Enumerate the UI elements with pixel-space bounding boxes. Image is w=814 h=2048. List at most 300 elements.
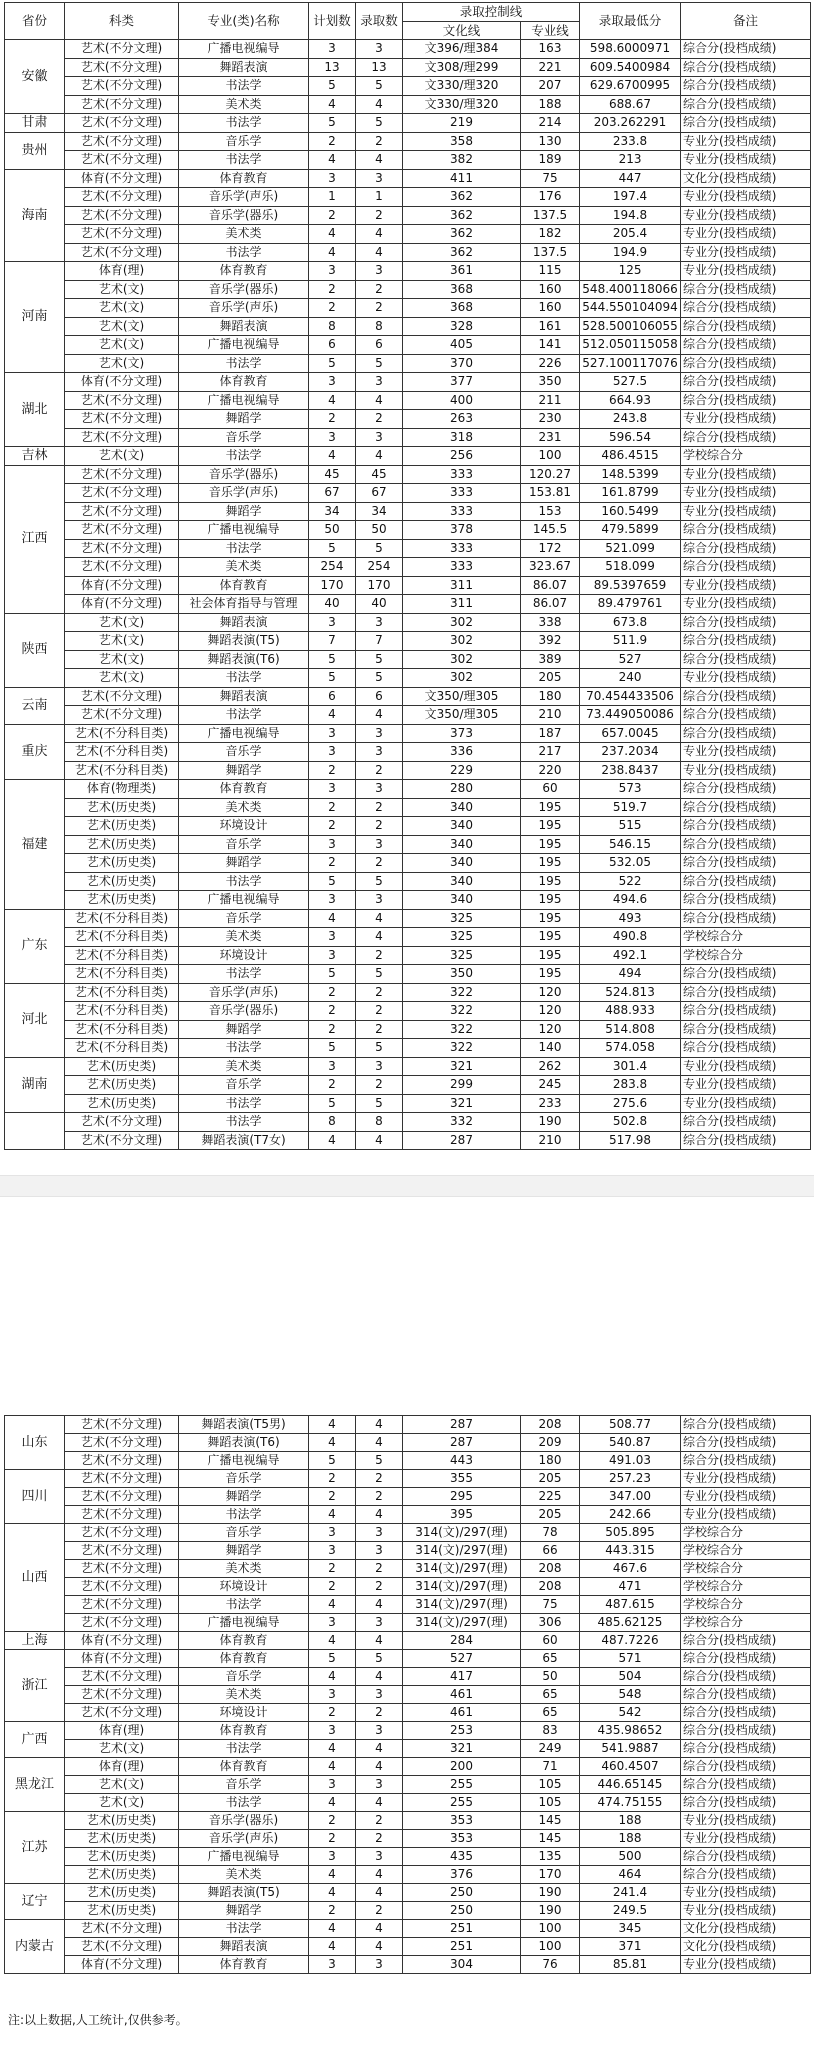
pro-line-cell: 245 <box>521 1076 580 1095</box>
category-cell: 艺术(历史类) <box>65 872 179 891</box>
plan-count-cell: 2 <box>309 1830 356 1848</box>
plan-count-cell: 2 <box>309 410 356 429</box>
pro-line-cell: 195 <box>521 798 580 817</box>
admitted-count-cell: 170 <box>356 576 403 595</box>
note-cell: 学校综合分 <box>681 1614 811 1632</box>
culture-line-cell: 325 <box>403 909 521 928</box>
culture-line-cell: 370 <box>403 354 521 373</box>
admitted-count-cell: 2 <box>356 206 403 225</box>
min-score-cell: 486.4515 <box>580 447 681 466</box>
pro-line-cell: 182 <box>521 225 580 244</box>
table-row <box>5 1668 811 1686</box>
note-cell: 专业分(投档成绩) <box>681 761 811 780</box>
major-cell: 音乐学(声乐) <box>179 484 309 503</box>
min-score-cell: 542 <box>580 1704 681 1722</box>
admitted-count-cell: 5 <box>356 1650 403 1668</box>
category-cell: 艺术(历史类) <box>65 1812 179 1830</box>
min-score-cell: 492.1 <box>580 946 681 965</box>
pro-line-cell: 220 <box>521 761 580 780</box>
culture-line-cell: 200 <box>403 1758 521 1776</box>
major-cell: 舞蹈学 <box>179 1020 309 1039</box>
category-cell: 艺术(文) <box>65 447 179 466</box>
pro-line-cell: 86.07 <box>521 576 580 595</box>
category-cell: 艺术(不分文理) <box>65 1434 179 1452</box>
pro-line-cell: 207 <box>521 77 580 96</box>
pro-line-cell: 137.5 <box>521 243 580 262</box>
category-cell: 艺术(不分文理) <box>65 465 179 484</box>
min-score-cell: 487.7226 <box>580 1632 681 1650</box>
note-cell: 综合分(投档成绩) <box>681 77 811 96</box>
category-cell: 艺术(历史类) <box>65 1902 179 1920</box>
culture-line-cell: 461 <box>403 1686 521 1704</box>
province-cell: 江西 <box>5 465 65 613</box>
pro-line-cell: 161 <box>521 317 580 336</box>
major-cell: 体育教育 <box>179 780 309 799</box>
table-row <box>5 928 811 947</box>
category-cell: 艺术(不分文理) <box>65 484 179 503</box>
table-row <box>5 909 811 928</box>
province-cell: 四川 <box>5 1470 65 1524</box>
min-score-cell: 532.05 <box>580 854 681 873</box>
plan-count-cell: 4 <box>309 1938 356 1956</box>
note-cell: 综合分(投档成绩) <box>681 1452 811 1470</box>
admitted-count-cell: 7 <box>356 632 403 651</box>
culture-line-cell: 322 <box>403 1002 521 1021</box>
min-score-cell: 242.66 <box>580 1506 681 1524</box>
table-row <box>5 835 811 854</box>
min-score-cell: 609.5400984 <box>580 58 681 77</box>
note-cell: 综合分(投档成绩) <box>681 1002 811 1021</box>
note-cell: 学校综合分 <box>681 1542 811 1560</box>
culture-line-cell: 文330/理320 <box>403 77 521 96</box>
header-note: 备注 <box>681 3 811 40</box>
culture-line-cell: 362 <box>403 188 521 207</box>
note-cell: 专业分(投档成绩) <box>681 595 811 614</box>
table-row <box>5 502 811 521</box>
note-cell: 综合分(投档成绩) <box>681 854 811 873</box>
note-cell: 学校综合分 <box>681 1560 811 1578</box>
category-cell: 艺术(不分文理) <box>65 521 179 540</box>
pro-line-cell: 208 <box>521 1578 580 1596</box>
category-cell: 艺术(不分文理) <box>65 1542 179 1560</box>
culture-line-cell: 文396/理384 <box>403 40 521 59</box>
note-cell: 学校综合分 <box>681 946 811 965</box>
culture-line-cell: 368 <box>403 280 521 299</box>
culture-line-cell: 284 <box>403 1632 521 1650</box>
note-cell: 专业分(投档成绩) <box>681 1812 811 1830</box>
province-cell: 河南 <box>5 262 65 373</box>
culture-line-cell: 358 <box>403 132 521 151</box>
category-cell: 艺术(历史类) <box>65 1057 179 1076</box>
plan-count-cell: 5 <box>309 669 356 688</box>
plan-count-cell: 2 <box>309 1002 356 1021</box>
table-row <box>5 946 811 965</box>
table-row <box>5 1560 811 1578</box>
min-score-cell: 629.6700995 <box>580 77 681 96</box>
pro-line-cell: 205 <box>521 1470 580 1488</box>
note-cell: 专业分(投档成绩) <box>681 262 811 281</box>
min-score-cell: 518.099 <box>580 558 681 577</box>
admitted-count-cell: 5 <box>356 1039 403 1058</box>
admitted-count-cell: 2 <box>356 761 403 780</box>
min-score-cell: 521.099 <box>580 539 681 558</box>
note-cell: 综合分(投档成绩) <box>681 1039 811 1058</box>
plan-count-cell: 2 <box>309 1470 356 1488</box>
admitted-count-cell: 8 <box>356 1113 403 1132</box>
note-cell: 综合分(投档成绩) <box>681 1686 811 1704</box>
major-cell: 美术类 <box>179 928 309 947</box>
category-cell: 艺术(不分文理) <box>65 558 179 577</box>
major-cell: 音乐学 <box>179 132 309 151</box>
min-score-cell: 347.00 <box>580 1488 681 1506</box>
major-cell: 舞蹈表演(T7女) <box>179 1131 309 1150</box>
table-header-row <box>5 3 811 22</box>
min-score-cell: 544.550104094 <box>580 299 681 318</box>
major-cell: 书法学 <box>179 243 309 262</box>
table-row <box>5 817 811 836</box>
major-cell: 书法学 <box>179 706 309 725</box>
min-score-cell: 275.6 <box>580 1094 681 1113</box>
admitted-count-cell: 2 <box>356 1020 403 1039</box>
major-cell: 音乐学(声乐) <box>179 299 309 318</box>
culture-line-cell: 263 <box>403 410 521 429</box>
culture-line-cell: 251 <box>403 1920 521 1938</box>
table-row <box>5 262 811 281</box>
admitted-count-cell: 6 <box>356 336 403 355</box>
major-cell: 音乐学(声乐) <box>179 188 309 207</box>
note-cell: 专业分(投档成绩) <box>681 743 811 762</box>
plan-count-cell: 2 <box>309 132 356 151</box>
admitted-count-cell: 2 <box>356 410 403 429</box>
major-cell: 美术类 <box>179 558 309 577</box>
note-cell: 综合分(投档成绩) <box>681 835 811 854</box>
major-cell: 音乐学(声乐) <box>179 983 309 1002</box>
note-cell: 专业分(投档成绩) <box>681 502 811 521</box>
pro-line-cell: 195 <box>521 909 580 928</box>
major-cell: 音乐学 <box>179 909 309 928</box>
category-cell: 艺术(不分文理) <box>65 539 179 558</box>
category-cell: 艺术(历史类) <box>65 835 179 854</box>
pro-line-cell: 392 <box>521 632 580 651</box>
note-cell: 综合分(投档成绩) <box>681 1704 811 1722</box>
culture-line-cell: 400 <box>403 391 521 410</box>
note-cell: 综合分(投档成绩) <box>681 650 811 669</box>
major-cell: 广播电视编导 <box>179 891 309 910</box>
table-row <box>5 354 811 373</box>
plan-count-cell: 3 <box>309 724 356 743</box>
culture-line-cell: 302 <box>403 650 521 669</box>
pro-line-cell: 231 <box>521 428 580 447</box>
major-cell: 音乐学 <box>179 1776 309 1794</box>
culture-line-cell: 287 <box>403 1131 521 1150</box>
plan-count-cell: 4 <box>309 151 356 170</box>
category-cell: 艺术(历史类) <box>65 1076 179 1095</box>
table-row <box>5 1848 811 1866</box>
table-row <box>5 983 811 1002</box>
note-cell: 综合分(投档成绩) <box>681 780 811 799</box>
major-cell: 舞蹈表演 <box>179 317 309 336</box>
table-row <box>5 1884 811 1902</box>
culture-line-cell: 299 <box>403 1076 521 1095</box>
table-row <box>5 669 811 688</box>
category-cell: 体育(不分文理) <box>65 373 179 392</box>
table-row <box>5 373 811 392</box>
major-cell: 舞蹈表演(T5) <box>179 1884 309 1902</box>
major-cell: 广播电视编导 <box>179 40 309 59</box>
table-row <box>5 1094 811 1113</box>
plan-count-cell: 3 <box>309 780 356 799</box>
category-cell: 艺术(文) <box>65 613 179 632</box>
category-cell: 艺术(历史类) <box>65 817 179 836</box>
table-row <box>5 243 811 262</box>
admitted-count-cell: 4 <box>356 1758 403 1776</box>
plan-count-cell: 5 <box>309 354 356 373</box>
note-cell: 综合分(投档成绩) <box>681 373 811 392</box>
category-cell: 艺术(不分文理) <box>65 77 179 96</box>
category-cell: 艺术(不分文理) <box>65 225 179 244</box>
plan-count-cell: 5 <box>309 1452 356 1470</box>
admitted-count-cell: 2 <box>356 1578 403 1596</box>
table-row <box>5 595 811 614</box>
province-cell: 重庆 <box>5 724 65 780</box>
plan-count-cell: 4 <box>309 243 356 262</box>
admitted-count-cell: 3 <box>356 1614 403 1632</box>
min-score-cell: 301.4 <box>580 1057 681 1076</box>
note-cell: 专业分(投档成绩) <box>681 1830 811 1848</box>
category-cell: 体育(不分文理) <box>65 576 179 595</box>
table-row <box>5 225 811 244</box>
major-cell: 书法学 <box>179 1740 309 1758</box>
category-cell: 艺术(不分科目类) <box>65 1020 179 1039</box>
min-score-cell: 524.813 <box>580 983 681 1002</box>
plan-count-cell: 6 <box>309 687 356 706</box>
pro-line-cell: 323.67 <box>521 558 580 577</box>
plan-count-cell: 2 <box>309 983 356 1002</box>
table-row <box>5 1704 811 1722</box>
culture-line-cell: 376 <box>403 1866 521 1884</box>
note-cell: 综合分(投档成绩) <box>681 428 811 447</box>
admitted-count-cell: 4 <box>356 706 403 725</box>
category-cell: 艺术(历史类) <box>65 1866 179 1884</box>
plan-count-cell: 254 <box>309 558 356 577</box>
culture-line-cell: 321 <box>403 1094 521 1113</box>
header-category: 科类 <box>65 3 179 40</box>
pro-line-cell: 71 <box>521 1758 580 1776</box>
major-cell: 广播电视编导 <box>179 1452 309 1470</box>
note-cell: 文化分(投档成绩) <box>681 169 811 188</box>
pro-line-cell: 115 <box>521 262 580 281</box>
culture-line-cell: 328 <box>403 317 521 336</box>
admitted-count-cell: 5 <box>356 114 403 133</box>
admitted-count-cell: 4 <box>356 1740 403 1758</box>
note-cell: 专业分(投档成绩) <box>681 1076 811 1095</box>
category-cell: 艺术(不分文理) <box>65 1704 179 1722</box>
plan-count-cell: 4 <box>309 1794 356 1812</box>
plan-count-cell: 3 <box>309 1524 356 1542</box>
min-score-cell: 243.8 <box>580 410 681 429</box>
category-cell: 艺术(不分文理) <box>65 1668 179 1686</box>
major-cell: 书法学 <box>179 1039 309 1058</box>
category-cell: 艺术(不分文理) <box>65 706 179 725</box>
major-cell: 音乐学(器乐) <box>179 1812 309 1830</box>
admitted-count-cell: 2 <box>356 798 403 817</box>
min-score-cell: 249.5 <box>580 1902 681 1920</box>
plan-count-cell: 170 <box>309 576 356 595</box>
culture-line-cell: 文330/理320 <box>403 95 521 114</box>
culture-line-cell: 255 <box>403 1794 521 1812</box>
min-score-cell: 673.8 <box>580 613 681 632</box>
plan-count-cell: 3 <box>309 1614 356 1632</box>
pro-line-cell: 120 <box>521 1002 580 1021</box>
min-score-cell: 541.9887 <box>580 1740 681 1758</box>
pro-line-cell: 50 <box>521 1668 580 1686</box>
admitted-count-cell: 2 <box>356 817 403 836</box>
culture-line-cell: 362 <box>403 206 521 225</box>
major-cell: 音乐学 <box>179 1076 309 1095</box>
plan-count-cell: 4 <box>309 706 356 725</box>
plan-count-cell: 5 <box>309 114 356 133</box>
province-cell: 内蒙古 <box>5 1920 65 1974</box>
pro-line-cell: 86.07 <box>521 595 580 614</box>
plan-count-cell: 3 <box>309 1776 356 1794</box>
admitted-count-cell: 3 <box>356 780 403 799</box>
major-cell: 书法学 <box>179 965 309 984</box>
min-score-cell: 238.8437 <box>580 761 681 780</box>
note-cell: 专业分(投档成绩) <box>681 188 811 207</box>
min-score-cell: 688.67 <box>580 95 681 114</box>
major-cell: 书法学 <box>179 114 309 133</box>
note-cell: 综合分(投档成绩) <box>681 1650 811 1668</box>
note-cell: 综合分(投档成绩) <box>681 1740 811 1758</box>
table-row <box>5 428 811 447</box>
pro-line-cell: 210 <box>521 706 580 725</box>
pro-line-cell: 66 <box>521 1542 580 1560</box>
min-score-cell: 493 <box>580 909 681 928</box>
note-cell: 综合分(投档成绩) <box>681 724 811 743</box>
pro-line-cell: 176 <box>521 188 580 207</box>
category-cell: 艺术(不分文理) <box>65 1506 179 1524</box>
major-cell: 舞蹈学 <box>179 1488 309 1506</box>
major-cell: 环境设计 <box>179 817 309 836</box>
culture-line-cell: 417 <box>403 1668 521 1686</box>
province-cell: 陕西 <box>5 613 65 687</box>
table-row <box>5 1812 811 1830</box>
table-row <box>5 1470 811 1488</box>
header-pro-line: 专业线 <box>521 21 580 40</box>
table-row <box>5 206 811 225</box>
min-score-cell: 435.98652 <box>580 1722 681 1740</box>
pro-line-cell: 195 <box>521 872 580 891</box>
note-cell: 综合分(投档成绩) <box>681 1416 811 1434</box>
admitted-count-cell: 4 <box>356 1131 403 1150</box>
note-cell: 综合分(投档成绩) <box>681 539 811 558</box>
category-cell: 艺术(历史类) <box>65 1848 179 1866</box>
province-cell: 黑龙江 <box>5 1758 65 1812</box>
table-row <box>5 1578 811 1596</box>
admitted-count-cell: 4 <box>356 1632 403 1650</box>
table-row <box>5 724 811 743</box>
plan-count-cell: 5 <box>309 650 356 669</box>
admitted-count-cell: 4 <box>356 1416 403 1434</box>
culture-line-cell: 318 <box>403 428 521 447</box>
culture-line-cell: 311 <box>403 576 521 595</box>
table-row <box>5 1866 811 1884</box>
min-score-cell: 197.4 <box>580 188 681 207</box>
plan-count-cell: 5 <box>309 1039 356 1058</box>
plan-count-cell: 2 <box>309 1812 356 1830</box>
pro-line-cell: 65 <box>521 1650 580 1668</box>
major-cell: 音乐学(器乐) <box>179 280 309 299</box>
note-cell: 综合分(投档成绩) <box>681 1794 811 1812</box>
category-cell: 艺术(不分文理) <box>65 1452 179 1470</box>
major-cell: 舞蹈表演(T5) <box>179 632 309 651</box>
plan-count-cell: 3 <box>309 40 356 59</box>
category-cell: 艺术(不分科目类) <box>65 946 179 965</box>
admitted-count-cell: 2 <box>356 132 403 151</box>
pro-line-cell: 141 <box>521 336 580 355</box>
category-cell: 艺术(文) <box>65 336 179 355</box>
plan-count-cell: 40 <box>309 595 356 614</box>
plan-count-cell: 4 <box>309 1758 356 1776</box>
pro-line-cell: 225 <box>521 1488 580 1506</box>
page-separator <box>0 1175 814 1197</box>
min-score-cell: 371 <box>580 1938 681 1956</box>
category-cell: 艺术(不分文理) <box>65 206 179 225</box>
category-cell: 艺术(不分文理) <box>65 1614 179 1632</box>
table-row <box>5 891 811 910</box>
min-score-cell: 240 <box>580 669 681 688</box>
min-score-cell: 502.8 <box>580 1113 681 1132</box>
major-cell: 体育教育 <box>179 1758 309 1776</box>
note-cell: 综合分(投档成绩) <box>681 1776 811 1794</box>
category-cell: 艺术(不分文理) <box>65 1596 179 1614</box>
pro-line-cell: 190 <box>521 1902 580 1920</box>
culture-line-cell: 527 <box>403 1650 521 1668</box>
table-row <box>5 965 811 984</box>
plan-count-cell: 2 <box>309 1076 356 1095</box>
plan-count-cell: 3 <box>309 1686 356 1704</box>
min-score-cell: 70.454433506 <box>580 687 681 706</box>
plan-count-cell: 2 <box>309 206 356 225</box>
admitted-count-cell: 3 <box>356 373 403 392</box>
major-cell: 音乐学(器乐) <box>179 206 309 225</box>
province-cell: 甘肃 <box>5 114 65 133</box>
note-cell: 综合分(投档成绩) <box>681 114 811 133</box>
category-cell: 体育(不分文理) <box>65 1956 179 1974</box>
min-score-cell: 548 <box>580 1686 681 1704</box>
culture-line-cell: 378 <box>403 521 521 540</box>
plan-count-cell: 6 <box>309 336 356 355</box>
min-score-cell: 598.6000971 <box>580 40 681 59</box>
province-cell: 浙江 <box>5 1650 65 1722</box>
major-cell: 美术类 <box>179 1057 309 1076</box>
table-row <box>5 132 811 151</box>
plan-count-cell: 3 <box>309 373 356 392</box>
pro-line-cell: 160 <box>521 280 580 299</box>
category-cell: 体育(理) <box>65 262 179 281</box>
category-cell: 艺术(不分科目类) <box>65 1039 179 1058</box>
note-cell: 学校综合分 <box>681 1578 811 1596</box>
note-cell: 综合分(投档成绩) <box>681 1020 811 1039</box>
category-cell: 艺术(不分文理) <box>65 1560 179 1578</box>
table-row <box>5 410 811 429</box>
culture-line-cell: 302 <box>403 613 521 632</box>
table-row <box>5 687 811 706</box>
plan-count-cell: 3 <box>309 891 356 910</box>
min-score-cell: 194.9 <box>580 243 681 262</box>
category-cell: 艺术(不分文理) <box>65 1524 179 1542</box>
category-cell: 艺术(不分文理) <box>65 58 179 77</box>
